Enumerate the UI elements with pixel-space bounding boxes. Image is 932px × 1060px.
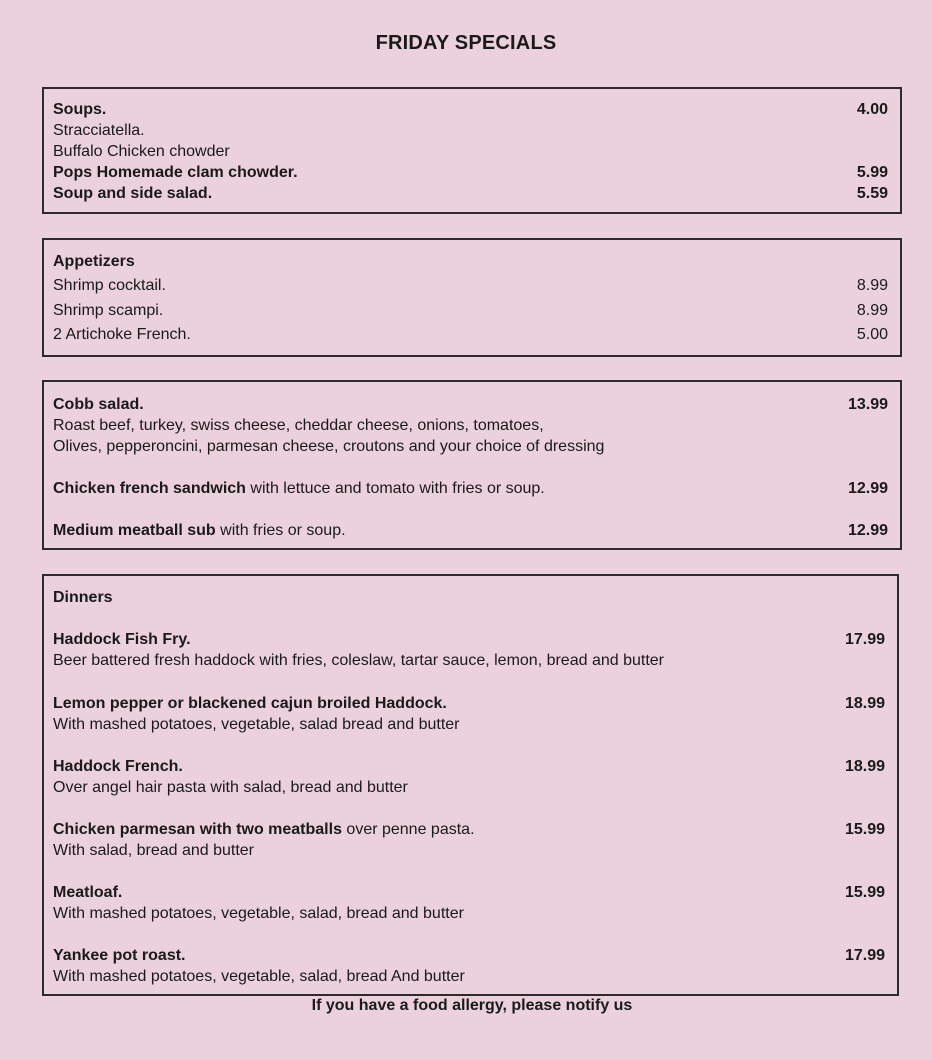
cobb-salad-name: Cobb salad. xyxy=(53,396,144,413)
soups-heading: Soups. xyxy=(53,101,107,118)
cobb-salad-price: 13.99 xyxy=(847,396,888,413)
soup-salad-name: Soup and side salad. xyxy=(53,185,213,202)
dinner-item-price: 18.99 xyxy=(844,695,885,712)
chicken-sandwich-text xyxy=(53,478,545,499)
appetizers-heading: Appetizers xyxy=(53,253,135,270)
dinner-item-title xyxy=(53,819,475,840)
dinner-item-price: 15.99 xyxy=(844,821,885,838)
dinner-item-name: Haddock Fish Fry. xyxy=(53,631,191,648)
dinner-item-name: Lemon pepper or blackened cajun broiled Haddock. xyxy=(53,695,447,712)
clam-chowder-name: Pops Homemade clam chowder. xyxy=(53,164,298,181)
meatball-sub-text xyxy=(53,520,346,541)
dinner-item-name: Meatloaf. xyxy=(53,884,123,901)
dinner-item-desc: With salad, bread and butter xyxy=(53,842,255,859)
chicken-sandwich-name: Chicken french sandwich xyxy=(53,480,246,497)
meatball-sub-name: Medium meatball sub xyxy=(53,522,216,539)
chicken-sandwich-price: 12.99 xyxy=(847,480,888,497)
appetizer-name: Shrimp scampi. xyxy=(53,302,164,319)
dinner-item-title xyxy=(53,945,186,966)
appetizer-price: 8.99 xyxy=(856,277,888,294)
lunch-section xyxy=(42,380,902,550)
dinner-item-price: 18.99 xyxy=(844,758,885,775)
page-title: FRIDAY SPECIALS xyxy=(375,32,557,54)
soup-item-name: Stracciatella. xyxy=(53,122,145,139)
appetizers-section xyxy=(42,238,902,357)
dinner-item-price: 15.99 xyxy=(844,884,885,901)
meatball-sub-price: 12.99 xyxy=(847,522,888,539)
dinner-item-desc: With mashed potatoes, vegetable, salad bread and butter xyxy=(53,716,460,733)
appetizer-name: Shrimp cocktail. xyxy=(53,277,166,294)
allergy-notice: If you have a food allergy, please notify us xyxy=(311,997,633,1014)
soup-salad-price: 5.59 xyxy=(856,185,888,202)
dinner-item-desc: Beer battered fresh haddock with fries, coleslaw, tartar sauce, lemon, bread and butter xyxy=(53,652,664,669)
chicken-sandwich-desc: with lettuce and tomato with fries or soup. xyxy=(245,480,545,497)
dinner-item-desc: Over angel hair pasta with salad, bread and butter xyxy=(53,779,408,796)
dinner-item-title xyxy=(53,693,447,714)
cobb-salad-desc-2: Olives, pepperoncini, parmesan cheese, croutons and your choice of dressing xyxy=(53,438,605,455)
appetizer-price: 8.99 xyxy=(856,302,888,319)
cobb-salad-desc-1: Roast beef, turkey, swiss cheese, cheddar cheese, onions, tomatoes, xyxy=(53,417,544,434)
dinner-item-inline: over penne pasta. xyxy=(341,821,475,838)
appetizer-price: 5.00 xyxy=(856,326,888,343)
dinner-item-price: 17.99 xyxy=(844,947,885,964)
soup-item-name: Buffalo Chicken chowder xyxy=(53,143,230,160)
meatball-sub-desc: with fries or soup. xyxy=(215,522,346,539)
dinner-item-title xyxy=(53,756,183,777)
dinner-item-desc: With mashed potatoes, vegetable, salad, bread and butter xyxy=(53,905,464,922)
dinner-item-name: Chicken parmesan with two meatballs xyxy=(53,821,342,838)
dinners-section xyxy=(42,574,899,996)
clam-chowder-price: 5.99 xyxy=(856,164,888,181)
dinners-heading: Dinners xyxy=(53,589,113,606)
dinner-item-name: Yankee pot roast. xyxy=(53,947,186,964)
soups-section xyxy=(42,87,902,214)
dinner-item-name: Haddock French. xyxy=(53,758,183,775)
soups-price: 4.00 xyxy=(856,101,888,118)
dinner-item-title xyxy=(53,882,122,903)
dinner-item-title xyxy=(53,629,191,650)
dinner-item-price: 17.99 xyxy=(844,631,885,648)
dinner-item-desc: With mashed potatoes, vegetable, salad, bread And butter xyxy=(53,968,465,985)
appetizer-name: 2 Artichoke French. xyxy=(53,326,191,343)
